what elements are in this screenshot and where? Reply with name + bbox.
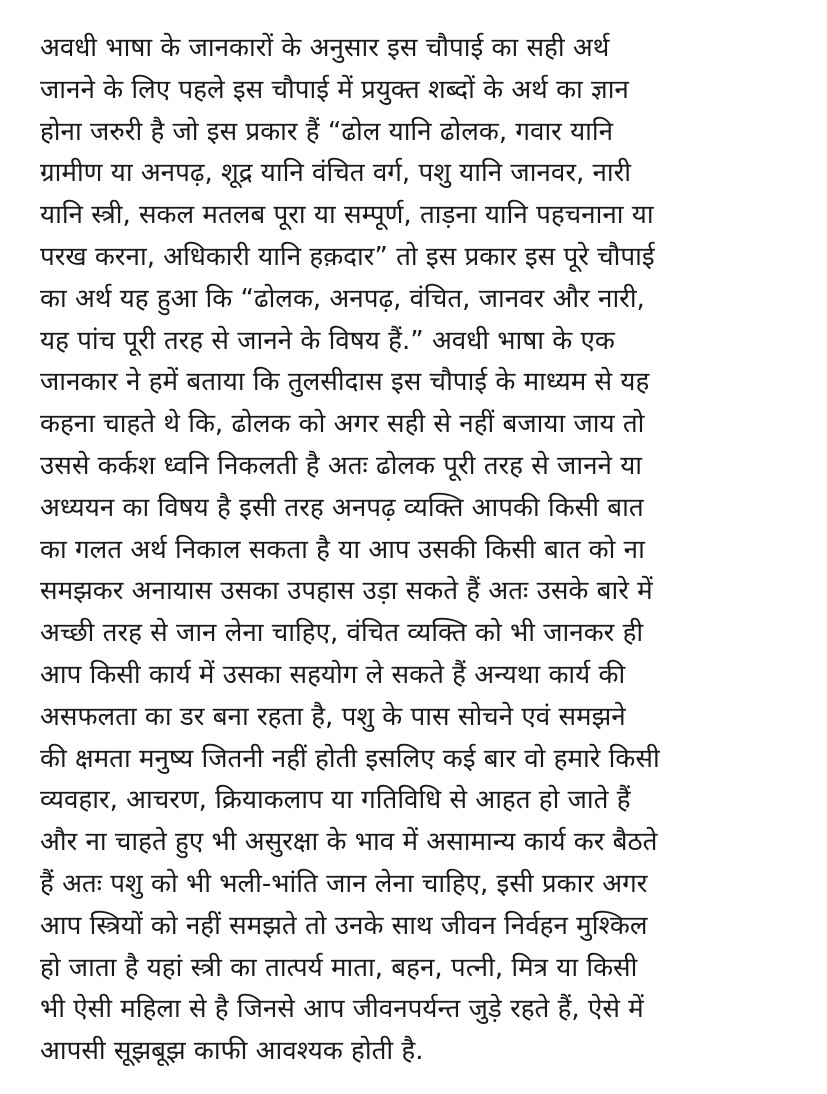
text-line-5: यानि स्त्री, सकल मतलब पूरा या सम्पूर्ण, ताड़ना यानि पहचनाना या bbox=[40, 200, 654, 231]
text-line-13: का गलत अर्थ निकाल सकता है या आप उसकी किसी बात को ना bbox=[40, 534, 645, 565]
text-line-14: समझकर अनायास उसका उपहास उड़ा सकते हैं अतः उसके बारे में bbox=[40, 576, 653, 607]
text-line-15: अच्छी तरह से जान लेना चाहिए, वंचित व्यक्ति को भी जानकर ही bbox=[40, 618, 644, 649]
text-line-23: हो जाता है यहां स्त्री का तात्पर्य माता, बहन, पत्नी, मित्र या किसी bbox=[40, 952, 638, 983]
paragraph bbox=[40, 28, 800, 1073]
text-line-11: उससे कर्कश ध्वनि निकलती है अतः ढोलक पूरी तरह से जानने या bbox=[40, 450, 643, 481]
text-line-18: की क्षमता मनुष्य जितनी नहीं होती इसलिए कई बार वो हमारे किसी bbox=[40, 743, 660, 774]
text-line-6: परख करना, अधिकारी यानि हक़दार” तो इस प्रकार इस पूरे चौपाई bbox=[40, 241, 655, 272]
text-line-16: आप किसी कार्य में उसका सहयोग ले सकते हैं अन्यथा कार्य की bbox=[40, 659, 626, 690]
text-line-8: यह पांच पूरी तरह से जानने के विषय हैं.” अवधी भाषा के एक bbox=[40, 325, 615, 356]
text-line-25: आपसी सूझबूझ काफी आवश्यक होती है. bbox=[40, 1036, 424, 1067]
text-line-10: कहना चाहते थे कि, ढोलक को अगर सही से नहीं बजाया जाय तो bbox=[40, 409, 645, 440]
text-line-12: अध्ययन का विषय है इसी तरह अनपढ़ व्यक्ति आपकी किसी बात bbox=[40, 492, 644, 523]
text-line-3: होना जरुरी है जो इस प्रकार हैं “ढोल यानि ढोलक, गवार यानि bbox=[40, 116, 614, 147]
text-line-21: हैं अतः पशु को भी भली-भांति जान लेना चाहिए, इसी प्रकार अगर bbox=[40, 868, 648, 899]
text-line-9: जानकार ने हमें बताया कि तुलसीदास इस चौपाई के माध्यम से यह bbox=[40, 367, 650, 398]
text-line-2: जानने के लिए पहले इस चौपाई में प्रयुक्त शब्दों के अर्थ का ज्ञान bbox=[40, 74, 629, 105]
text-line-4: ग्रामीण या अनपढ़, शूद्र यानि वंचित वर्ग, पशु यानि जानवर, नारी bbox=[40, 158, 632, 189]
text-line-19: व्यवहार, आचरण, क्रियाकलाप या गतिविधि से आहत हो जाते हैं bbox=[40, 785, 631, 816]
text-line-22: आप स्त्रियों को नहीं समझते तो उनके साथ जीवन निर्वहन मुश्किल bbox=[40, 910, 648, 941]
text-line-7: का अर्थ यह हुआ कि “ढोलक, अनपढ़, वंचित, जानवर और नारी, bbox=[40, 283, 645, 314]
text-line-24: भी ऐसी महिला से है जिनसे आप जीवनपर्यन्त जुड़े रहते हैं, ऐसे में bbox=[40, 994, 644, 1025]
text-line-1: अवधी भाषा के जानकारों के अनुसार इस चौपाई का सही अर्थ bbox=[40, 33, 610, 63]
text-line-20: और ना चाहते हुए भी असुरक्षा के भाव में असामान्य कार्य कर बैठते bbox=[40, 827, 658, 858]
text-line-17: असफलता का डर बना रहता है, पशु के पास सोचने एवं समझने bbox=[40, 701, 626, 732]
